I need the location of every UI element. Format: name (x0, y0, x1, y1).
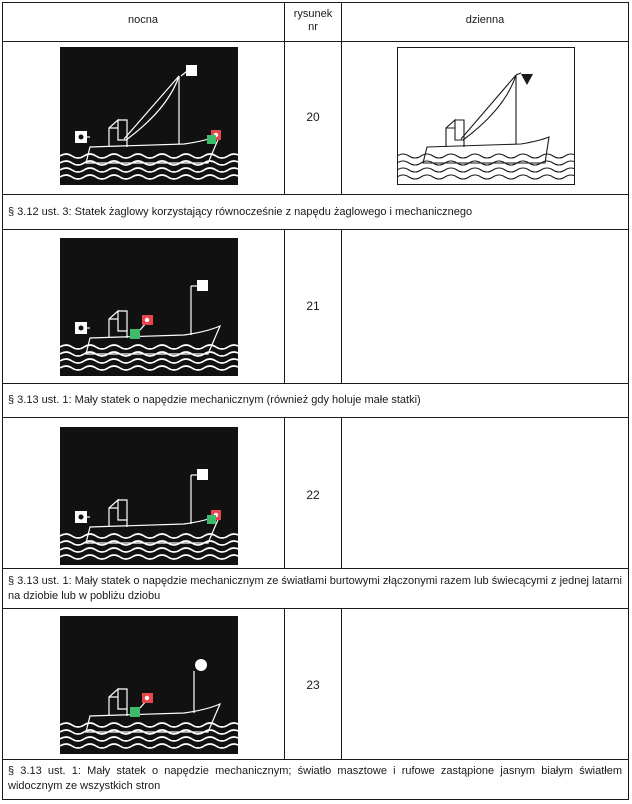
row-20-bottom-rule (2, 229, 629, 230)
row-23-caption-rule (2, 759, 629, 760)
header-day: dzienna (465, 14, 505, 26)
figure-number-21: 21 (306, 299, 320, 313)
figure-number-23: 23 (306, 678, 320, 692)
figure-23-night (60, 616, 238, 754)
column-rule (341, 2, 342, 195)
row-21-bottom-rule (2, 417, 629, 418)
row-22-caption-rule (2, 568, 629, 569)
light-signals-table (2, 2, 629, 800)
figure-22-night (60, 427, 238, 565)
figure-number-22: 22 (306, 488, 320, 502)
header-number-line2: nr (308, 21, 318, 33)
table-border-left (2, 2, 3, 800)
figure-number-20: 20 (306, 110, 320, 124)
figure-21-night (60, 238, 238, 376)
caption-22: § 3.13 ust. 1: Mały statek o napędzie mechanicznym ze światłami burtowymi złączonymi razem lub świecącymi z jednej latarni na dziobie lub w pobliżu dziobu (8, 575, 622, 602)
caption-20: § 3.12 ust. 3: Statek żaglowy korzystający równocześnie z napędu żaglowego i mechanicznego (8, 206, 473, 218)
caption-23: § 3.13 ust. 1: Mały statek o napędzie mechanicznym; światło masztowe i rufowe zastąpione jasnym białym światłem widocznym ze wszystkich stron (8, 765, 622, 792)
table-border-right (628, 2, 629, 800)
column-rule (341, 608, 342, 760)
header-night: nocna (128, 14, 158, 26)
row-22-bottom-rule (2, 608, 629, 609)
column-rule (341, 417, 342, 569)
table-border-top (2, 2, 629, 3)
caption-21: § 3.13 ust. 1: Mały statek o napędzie mechanicznym (również gdy holuje małe statki) (8, 394, 421, 406)
header-rule (2, 41, 629, 42)
figure-20-night (60, 47, 238, 185)
row-21-caption-rule (2, 383, 629, 384)
table-border-bottom (2, 799, 629, 800)
header-number (285, 8, 341, 34)
header-number-line1: rysunek (293, 8, 333, 20)
column-rule (341, 229, 342, 384)
figure-20-day (397, 47, 575, 185)
row-20-caption-rule (2, 194, 629, 195)
